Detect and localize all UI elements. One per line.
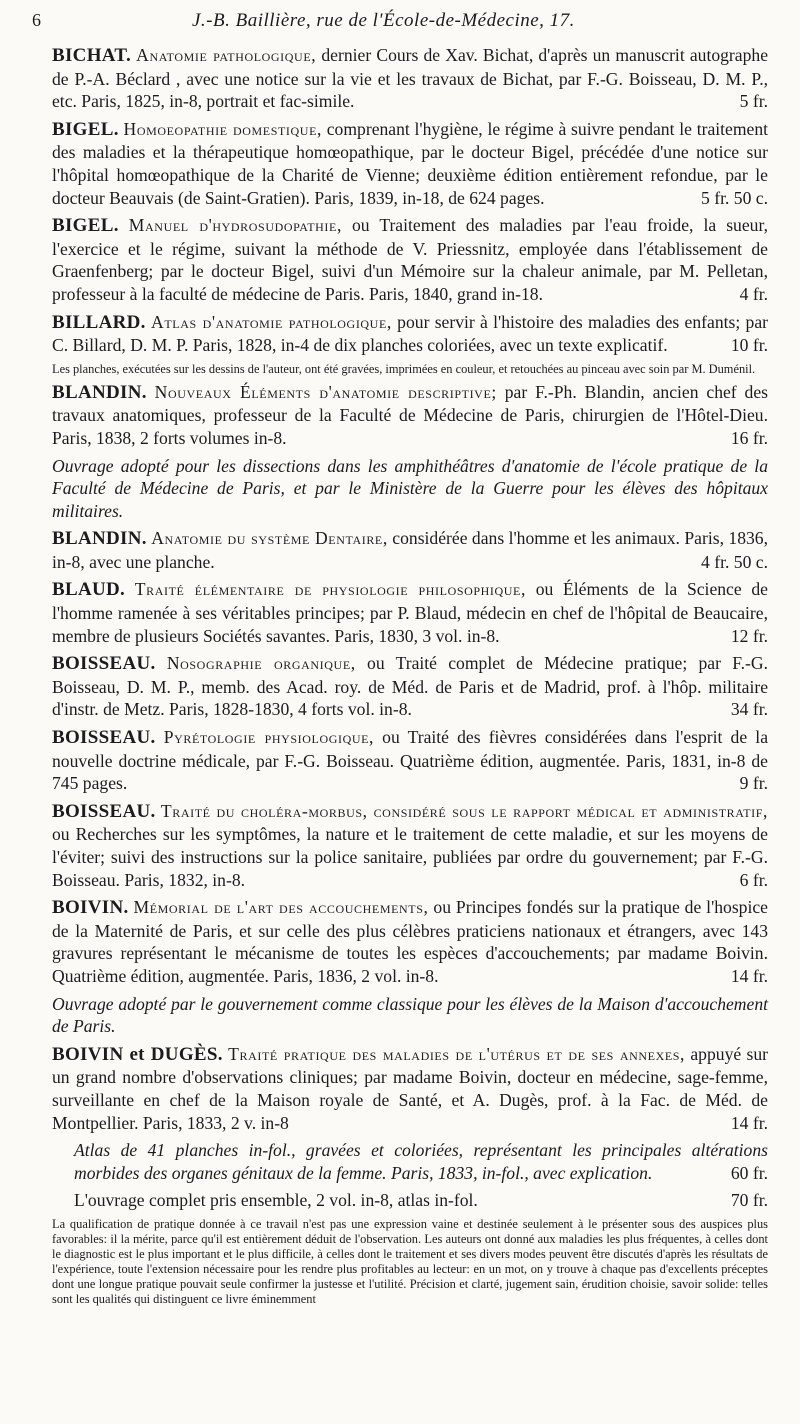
entry-title: Manuel d'hydrosudopathie, (128, 215, 342, 236)
page-header (32, 6, 768, 44)
entry-price: 9 fr. (739, 773, 768, 794)
running-title: J.-B. Baillière, rue de l'École-de-Médecine, 17. (192, 10, 575, 31)
entry-author: BOISSEAU. (52, 727, 156, 749)
entry-text: ou Traitement des maladies par l'eau froide, la sueur, l'exercice et le régime, suivant la méthode de V. Priessnitz, employée dans l'établissement de Graenfenberg; par le docteur Bigel, suivi d'un Mémoire sur la chaleur animale, par M. Pelletan, professeur à la faculté de médecine de Paris. Paris, 1840, grand in-18. (52, 215, 768, 304)
entry-text: par F.-Ph. Blandin, ancien chef des travaux anatomiques, professeur de la Faculté de Médecine de Paris, chirurgien de l'Hôtel-Dieu. Paris, 1838, 2 forts volumes in-8. (52, 381, 768, 448)
entry-boivin2 (52, 1043, 768, 1134)
entry-author: BOISSEAU. (52, 800, 156, 822)
catalog-entries (52, 44, 768, 1307)
entry-title: Traité du choléra-morbus, considéré sous le rapport médical et administratif, (160, 800, 768, 821)
entry-boisseau1 (52, 652, 768, 721)
entry-bichat (52, 44, 768, 113)
entry-text: ou Recherches sur les symptômes, la nature et le traitement de cette maladie, et sur les moyens de l'éviter; suivi des instructions sur la police sanitaire, publiées par ordre du gouvernement; par F.-G. Boisseau. Paris, 1832, in-8. (52, 824, 768, 890)
entry-price: 4 fr. 50 c. (701, 551, 768, 572)
entry-bigel2 (52, 214, 768, 305)
entry-title: Traité élémentaire de physiologie philosophique, (134, 579, 526, 600)
page-number: 6 (32, 10, 41, 30)
entry-price: 12 fr. (730, 625, 768, 646)
entry-text: ou Éléments de la Science de l'homme ramenée à ses véritables principes; par P. Blaud, médecin en chef de l'hôpital de Beaucaire, membre de plusieurs Sociétés savantes. Paris, 1830, 3 vol. in-8. (52, 579, 768, 646)
entry-title: Anatomie du système Dentaire, (151, 528, 388, 549)
entry-author: BOISSEAU. (52, 653, 156, 675)
entry-author: BIGEL. (52, 215, 119, 237)
entry-text: pour servir à l'histoire des maladies des enfants; par C. Billard, D. M. P. Paris, 1828, in-4 de dix planches coloriées, avec un texte explicatif. (52, 311, 768, 356)
entry-price: 10 fr. (730, 335, 768, 356)
entry-title: Nouveaux Éléments d'anatomie descriptive; (154, 381, 497, 402)
entry-blaud (52, 578, 768, 647)
entry-author: BLANDIN. (52, 381, 147, 403)
page (32, 0, 769, 1307)
entry-bigel1 (52, 118, 768, 209)
entry-italic-block (52, 993, 768, 1038)
entry-text: considérée dans l'homme et les animaux. Paris, 1836, in-8, avec une planche. (52, 528, 768, 572)
entry-price: 34 fr. (730, 699, 768, 720)
entry-price: 5 fr. 50 c. (701, 187, 768, 208)
entry-title: Atlas d'anatomie pathologique, (151, 311, 392, 332)
atlas-text: Atlas de 41 planches in-fol., gravées et coloriées, représentant les principales altérations morbides des organes génitaux de la femme. Paris, 1833, in-fol., avec explication. (74, 1140, 768, 1183)
entry-text: dernier Cours de Xav. Bichat, d'après un manuscrit autographe de P.-A. Béclard , avec une notice sur la vie et les travaux de Bichat, par F.-G. Boisseau, D. M. P., etc. Paris, 1825, in-8, portrait et fac-simile. (52, 45, 768, 112)
entry-billard (52, 311, 768, 357)
entry-text: ou Traité des fièvres considérées dans l'esprit de la nouvelle doctrine médicale, par F.-G. Boisseau. Quatrième édition, augmentée. Paris, 1831, in-8 de 745 pages. (52, 727, 768, 794)
entry-text: ou Traité complet de Médecine pratique; par F.-G. Boisseau, D. M. P., memb. des Acad. roy. de Méd. de Paris et de Madrid, prof. à l'hôp. militaire d'instr. de Metz. Paris, 1828-1830, 4 forts vol. in-8. (52, 653, 768, 720)
entry-author: BOIVIN. (52, 897, 129, 919)
entry-note: La qualification de pratique donnée à ce travail n'est pas une expression vaine et destinée seulement à le présenter sous des auspices plus favorables: il la mérite, parce qu'il est entièrement déduit de l'observation. Les auteurs ont donné aux maladies les plus fréquentes, à celles dont le diagnostic est le plus important et le plus difficile, à celles dont le traitement et ses divers modes peuvent être discutés d'après les résultats de l'expérience, toute l'extension nécessaire pour les rendre plus profitables au lecteur: en un mot, on y trouve à chaque pas d'excellents préceptes dont une longue pratique pouvait seule confirmer la justesse et l'utilité. Précision et clarté, jugement sain, érudition choisie, savoir solide: telles sont les qualités qui distinguent ce livre éminemment (52, 1216, 768, 1306)
entry-title: Traité pratique des maladies de l'utérus et de ses annexes, (228, 1043, 686, 1064)
entry-author: BLAUD. (52, 579, 126, 601)
entry-price: 16 fr. (730, 427, 768, 448)
entry-atlas (52, 1139, 768, 1184)
entry-title: Mémorial de l'art des accouchements, (133, 897, 429, 918)
entry-text: appuyé sur un grand nombre d'observations cliniques; par madame Boivin, docteur en médecine, sage-femme, surveillante en chef de la Maison royale de Santé, et A. Dugès, prof. à la Fac. de Méd. de Montpellier. Paris, 1833, 2 v. in-8 (52, 1043, 768, 1133)
entry-title: Anatomie pathologique, (136, 45, 317, 65)
entry-title: Pyrétologie physiologique, (163, 727, 375, 748)
complete-text: L'ouvrage complet pris ensemble, 2 vol. in-8, atlas in-fol. (74, 1190, 478, 1211)
complete-price: 70 fr. (730, 1190, 768, 1211)
entry-text: ou Principes fondés sur la pratique de l'hospice de la Maternité de Paris, et sur celle des plus célèbres praticiens nationaux et étrangers, avec 143 gravures représentant le mécanisme de toutes les espèces d'accouchements; par madame Boivin. Quatrième édition, augmentée. Paris, 1836, 2 vol. in-8. (52, 897, 768, 986)
entry-title: Homoeopathie domestique, (123, 118, 322, 139)
entry-note: Les planches, exécutées sur les dessins de l'auteur, ont été gravées, imprimées en couleur, et retouchées au pinceau avec soin par M. Duménil. (52, 361, 756, 376)
entry-text: comprenant l'hygiène, le régime à suivre pendant le traitement des maladies et la thérapeutique homœopathique, par le docteur Bigel, précédée d'une notice sur l'hôpital homœopathique de la Charité de Vienne; deuxième édition entièrement refondue, par le docteur Beauvais (de Saint-Gratien). Paris, 1839, in-18, de 624 pages. (52, 118, 769, 208)
entry-price: 4 fr. (739, 283, 768, 304)
entry-price: 14 fr. (730, 965, 768, 986)
entry-price: 5 fr. (739, 91, 768, 112)
entry-italic-note: Ouvrage adopté par le gouvernement comme classique pour les élèves de la Maison d'accouchement de Paris. (52, 993, 768, 1037)
atlas-price: 60 fr. (730, 1162, 768, 1183)
entry-author: BILLARD. (52, 311, 146, 333)
entry-price: 14 fr. (730, 1112, 768, 1133)
entry-italic-note: Ouvrage adopté pour les dissections dans les amphithéâtres d'anatomie de l'école pratique de la Faculté de Médecine de Paris, et par le Ministère de la Guerre pour les élèves des hôpitaux militaires. (52, 455, 768, 521)
entry-price: 6 fr. (739, 869, 768, 890)
entry-author: BLANDIN. (52, 528, 147, 550)
entry-blandin2 (52, 527, 768, 573)
entry-complete (52, 1189, 768, 1212)
entry-author: BOIVIN et DUGÈS. (52, 1043, 223, 1065)
entry-author: BIGEL. (52, 118, 119, 140)
entry-boisseau3 (52, 800, 768, 891)
entry-italic-block (52, 455, 768, 523)
entry-title: Nosographie organique, (166, 653, 356, 674)
entry-boisseau2 (52, 726, 768, 795)
entry-author: BICHAT. (52, 45, 131, 66)
entry-boivin1 (52, 896, 768, 987)
entry-blandin1 (52, 381, 768, 450)
